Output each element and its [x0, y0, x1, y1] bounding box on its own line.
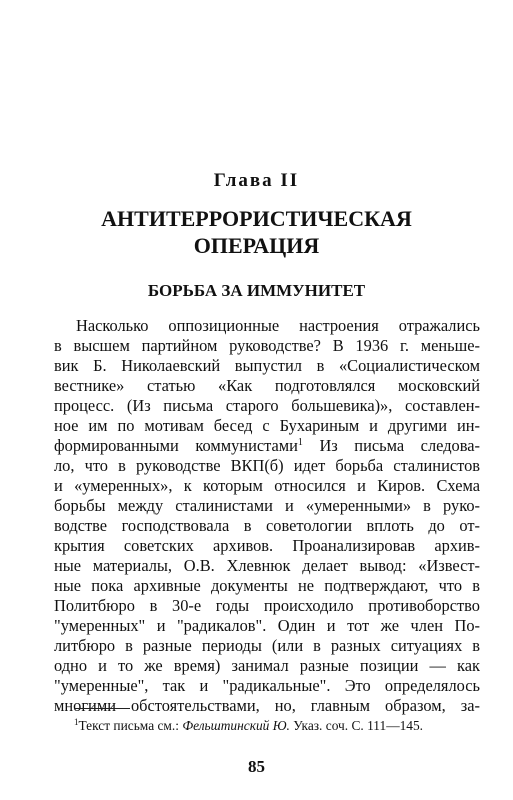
footnote-author: Фельштинский Ю.	[182, 718, 290, 733]
body-line: Насколько оппозиционные настроения отражались	[76, 316, 480, 335]
footnote-divider	[74, 708, 130, 709]
body-line: вик Б. Николаевский выпустил в «Социалистическом	[54, 356, 480, 375]
body-line: многими обстоятельствами, но, главным образом, за-	[54, 696, 480, 715]
footnote-ref: 1	[297, 437, 303, 448]
body-line: Политбюро в 30-е годы происходило противоборство	[54, 596, 480, 615]
page-number: 85	[248, 757, 265, 776]
chapter-title-line: ОПЕРАЦИЯ	[193, 233, 320, 258]
body-line: крытия советских архивов. Проанализировав архив-	[54, 536, 480, 555]
chapter-title-line: АНТИТЕРРОРИСТИЧЕСКАЯ	[101, 206, 412, 231]
body-line: и «умеренных», к которым относился и Киров. Схема	[54, 476, 480, 495]
footnote	[74, 718, 423, 734]
body-line: литбюро в разные периоды (или в разных ситуациях в	[54, 636, 480, 655]
body-line: в высшем партийном руководстве? В 1936 г. меньше-	[54, 336, 480, 355]
body-line: ные материалы, О.В. Хлевнюк делает вывод: «Извест-	[54, 556, 480, 575]
body-line: ло, что в руководстве ВКП(б) идет борьба сталинистов	[54, 456, 480, 475]
body-line: борьбы между сталинистами и «умеренными» в руко-	[54, 496, 480, 515]
body-line-part: Из письма следова-	[319, 436, 480, 455]
chapter-title	[40, 205, 473, 259]
body-text	[54, 316, 480, 716]
body-line-part: формированными коммунистами	[54, 436, 298, 455]
chapter-label: Глава II	[213, 170, 300, 191]
body-line-with-footnote	[54, 436, 480, 456]
footnote-marker: 1	[74, 717, 79, 727]
section-title: БОРЬБА ЗА ИММУНИТЕТ	[147, 281, 366, 300]
body-line: ное им по мотивам бесед с Бухариным и другими ин-	[54, 416, 480, 435]
body-line: процесс. (Из письма старого большевика)», составлен-	[54, 396, 480, 415]
body-line: ные пока архивные документы не подтверждают, что в	[54, 576, 480, 595]
body-line: "умеренных" и "радикалов". Один и тот же член По-	[54, 616, 480, 635]
body-line: вестнике» статью «Как подготовлялся московский	[54, 376, 480, 395]
footnote-text-suffix: Указ. соч. С. 111—145.	[289, 718, 424, 733]
footnote-text-prefix: Текст письма см.:	[78, 718, 183, 733]
body-line: "умеренные", так и "радикальные". Это определялось	[54, 676, 480, 695]
body-line: одно и то же время) занимал разные позиции — как	[54, 656, 480, 675]
body-line: водстве господствовала в советологии вплоть до от-	[54, 516, 480, 535]
